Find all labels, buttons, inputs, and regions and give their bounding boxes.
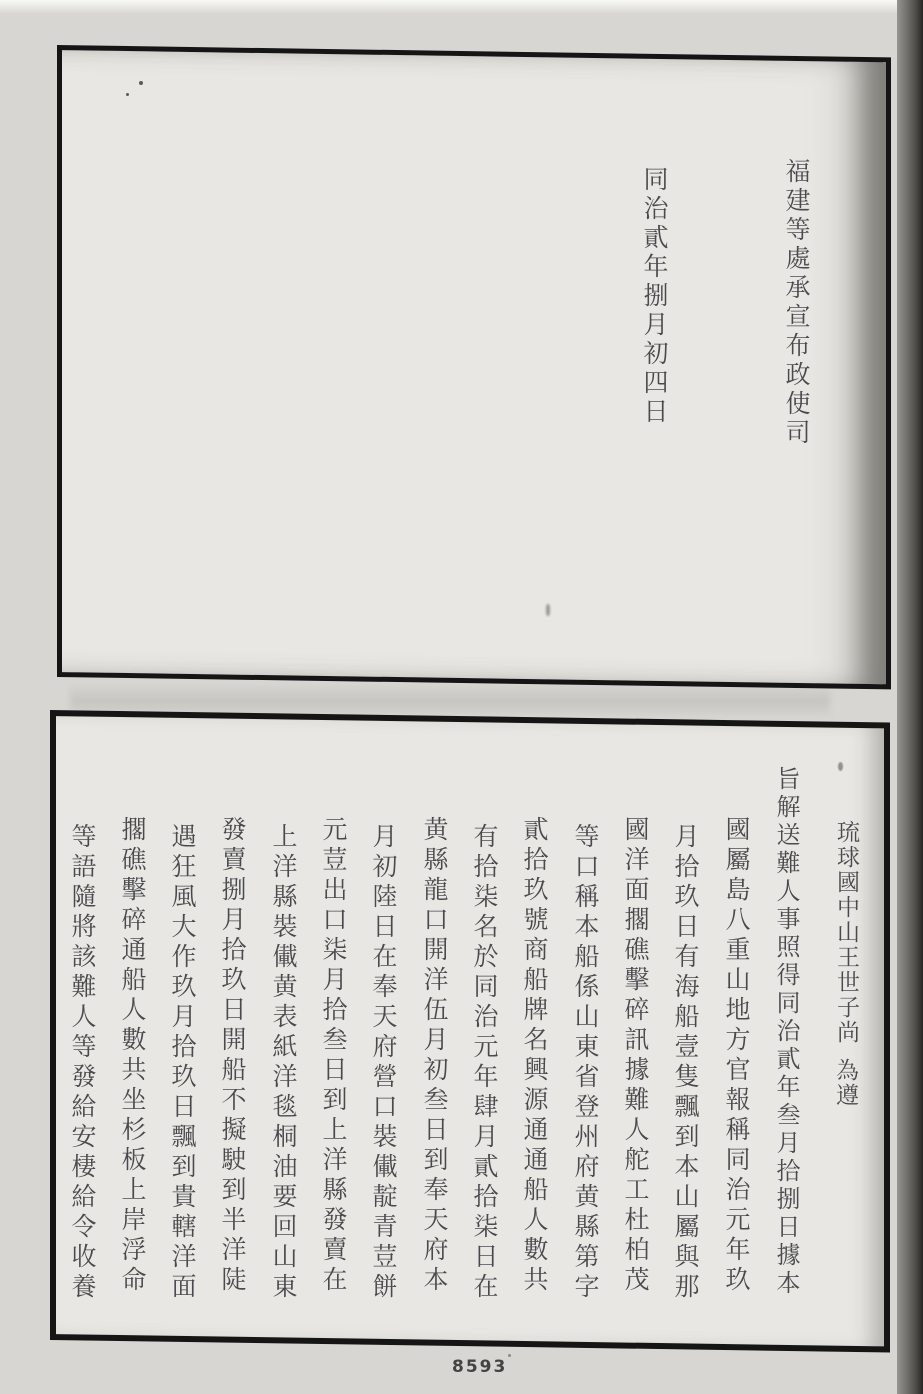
text-column-6: 等口稱本船係山東省登州府黄縣第字: [571, 823, 600, 1303]
dust-speck: [126, 93, 129, 96]
text-column-7: 貳拾玖號商船牌名興源通通船人數共: [520, 816, 549, 1296]
top-panel-column-agency: 福建等處承宣布政使司: [782, 158, 811, 448]
text-column-14: 遇狂風大作玖月拾玖日飄到貴轄洋面: [168, 823, 197, 1303]
text-column-4: 月拾玖日有海船壹隻飄到本山屬與那: [671, 823, 700, 1303]
text-column-10: 月初陸日在奉天府營口裝儎靛青荳餅: [369, 823, 398, 1303]
text-column-1-title: 琉球國中山王世子尚: [833, 820, 859, 1045]
text-column-12: 上洋縣裝儎黄表紙洋毯桐油要回山東: [269, 823, 298, 1303]
text-column-1-continuation: 為遵: [832, 1058, 858, 1108]
text-column-8: 有拾柒名於同治元年肆月貳拾柒日在: [470, 823, 499, 1303]
dust-speck: [139, 81, 143, 85]
text-column-11: 元荳出口柒月拾叁日到上洋縣發賣在: [319, 816, 348, 1296]
top-panel-column-date: 同治貳年捌月初四日: [640, 166, 669, 427]
ink-smudge: [546, 604, 550, 616]
dust-speck: [508, 1354, 511, 1357]
text-column-16: 等語隨將該難人等發給安棲給令收養: [68, 823, 97, 1303]
scan-gutter-shadow: [897, 0, 923, 1394]
top-panel-frame: [57, 45, 891, 689]
text-column-13: 發賣捌月拾玖日開船不擬駛到半洋陡: [218, 816, 247, 1296]
text-column-3: 國屬島八重山地方官報稱同治元年玖: [722, 816, 751, 1296]
ink-smudge: [838, 762, 843, 771]
text-column-9: 黄縣龍口開洋伍月初叁日到奉天府本: [420, 816, 449, 1296]
scan-top-light-strip: [0, 0, 923, 14]
text-column-15: 擱礁擊碎通船人數共坐杉板上岸浮命: [118, 816, 147, 1296]
text-column-2-edict-raised: 旨解送難人事照得同治貳年叁月拾捌日據本: [772, 766, 800, 1298]
text-column-5: 國洋面擱礁擊碎訊據難人舵工杜柏茂: [621, 816, 650, 1296]
page-number: 8593: [452, 1357, 508, 1377]
